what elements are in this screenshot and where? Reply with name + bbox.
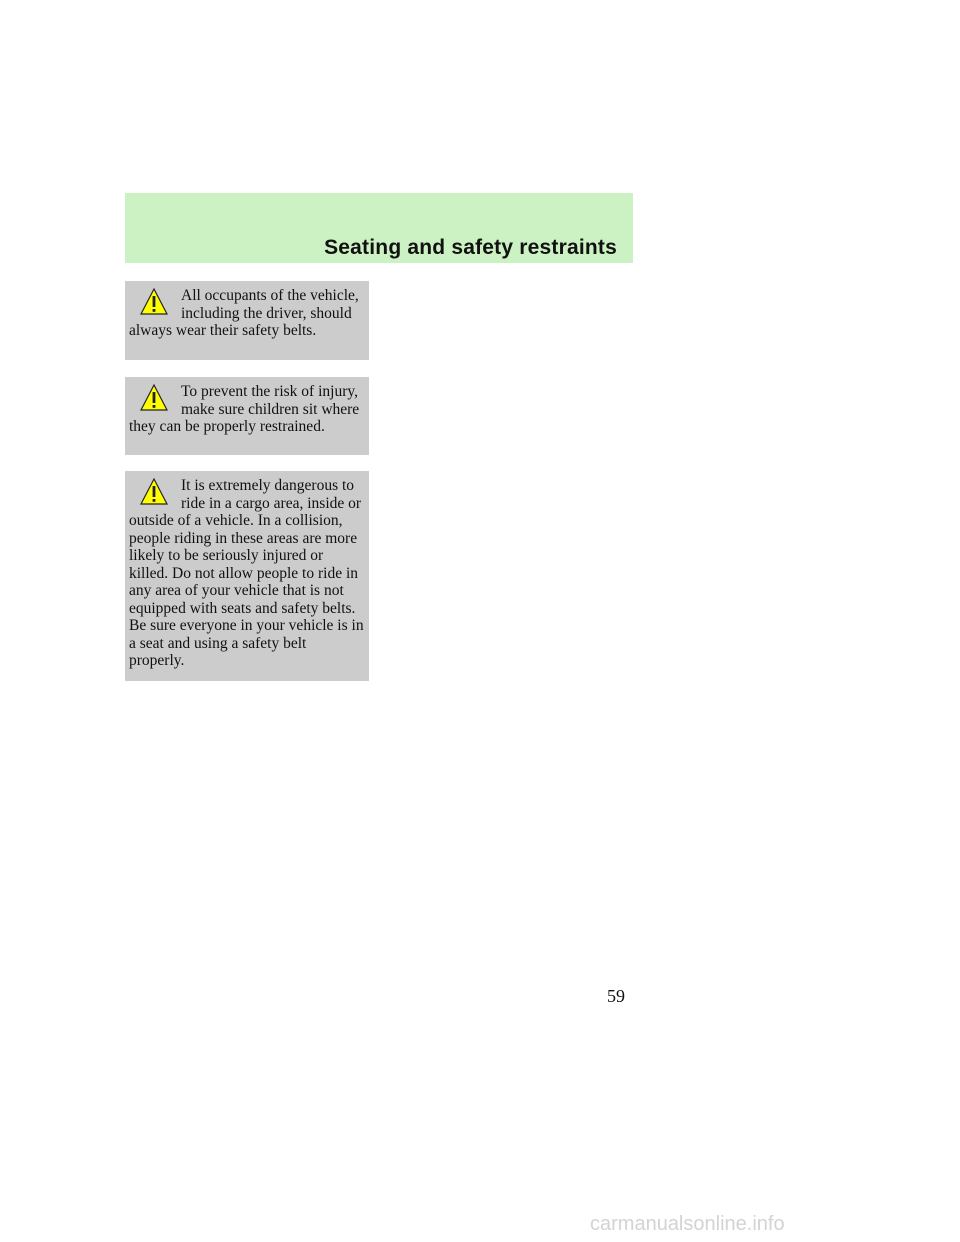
warning-box <box>125 471 369 681</box>
warning-triangle-icon <box>139 477 177 511</box>
warning-text: It is extremely dangerous to ride in a cargo area, inside or outside of a vehicle. In a collision, people riding in these areas are more likely to be seriously injured or killed. Do not allow people to ride in any area of your vehicle that is not equipped with seats and safety belts. Be sure everyone in your vehicle is in a seat and using a safety belt properly. <box>129 477 364 669</box>
warning-text: To prevent the risk of injury, make sure children sit where they can be properly restrained. <box>129 383 360 435</box>
warning-triangle-icon <box>139 287 177 321</box>
warning-box <box>125 281 369 360</box>
section-header-band <box>125 193 633 263</box>
section-title: Seating and safety restraints <box>324 236 617 259</box>
warning-box <box>125 377 369 455</box>
warning-text: All occupants of the vehicle, including the driver, should always wear their safety belts. <box>129 287 359 339</box>
page-number: 59 <box>607 986 625 1006</box>
warning-triangle-icon <box>139 383 177 417</box>
watermark: carmanualsonline.info <box>590 1213 785 1235</box>
